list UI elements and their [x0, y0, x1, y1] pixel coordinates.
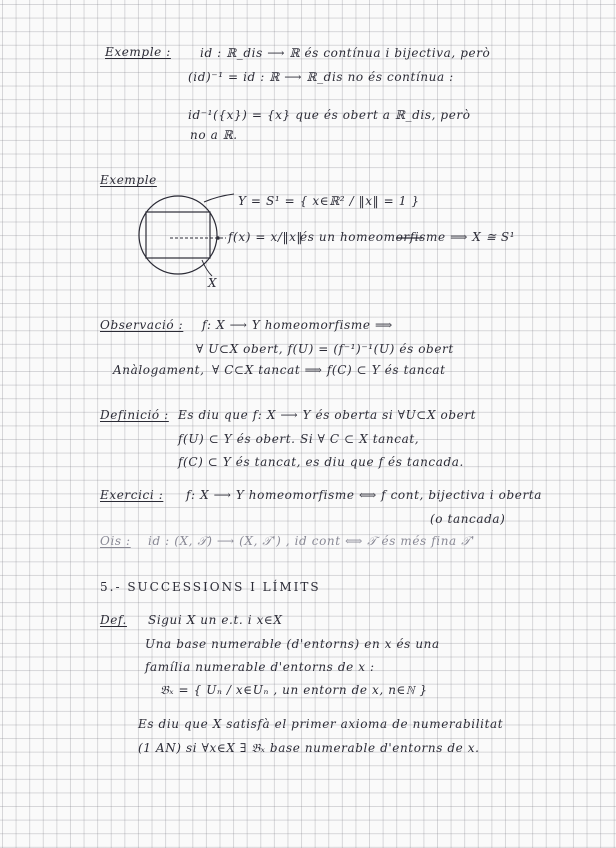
- def-line4: 𝔅ₓ = { Uₙ / x∈Uₙ , un entorn de x, n∈ℕ }: [160, 683, 428, 697]
- example2-heading: Exemple: [100, 173, 157, 187]
- example1-heading: Exemple :: [105, 45, 171, 59]
- example1-line3: id⁻¹({x}) = {x} que és obert a ℝ_dis, però: [188, 108, 471, 122]
- definicio-line1: Es diu que f: X ⟶ Y és oberta si ∀U⊂X obert: [178, 408, 477, 422]
- sphere-definition: Y = S¹ = { x∈ℝ² / ‖x‖ = 1 }: [238, 194, 420, 208]
- ois-heading: Ois :: [100, 534, 131, 548]
- exercici-line2: (o tancada): [430, 512, 506, 526]
- projected-point: [216, 236, 220, 240]
- def-line6: (1 AN) si ∀x∈X ∃ 𝔅ₓ base numerable d'entorns de x.: [138, 741, 480, 755]
- observacio-line1: f: X ⟶ Y homeomorfisme ⟹: [202, 318, 393, 332]
- section5-title: 5.- SUCCESSIONS I LÍMITS: [100, 580, 321, 594]
- def-line2: Una base numerable (d'entorns) en x és una: [145, 637, 440, 651]
- example1-line2: (id)⁻¹ = id : ℝ ⟶ ℝ_dis no és contínua :: [188, 70, 454, 84]
- x-label: X: [208, 276, 218, 290]
- homeomorphism-figure: [130, 180, 550, 290]
- example1-line4: no a ℝ.: [190, 128, 238, 142]
- homeomorphism-text: és un homeomorfisme ⟹ X ≅ S¹: [300, 230, 516, 244]
- ois-line1: id : (X, 𝒯) ⟶ (X, 𝒯') , id cont ⟺ 𝒯 és més fina 𝒯': [148, 534, 475, 548]
- def-line1: Sigui X un e.t. i x∈X: [148, 613, 283, 627]
- def-line3: família numerable d'entorns de x :: [145, 660, 375, 674]
- observacio-line3: ∀ C⊂X tancat ⟹ f(C) ⊂ Y és tancat: [212, 363, 446, 377]
- def-heading: Def.: [100, 613, 127, 627]
- exercici-line1: f: X ⟶ Y homeomorfisme ⟺ f cont, bijectiva i oberta: [186, 488, 542, 502]
- analogament-label: Anàlogament,: [113, 363, 205, 377]
- definicio-heading: Definició :: [100, 408, 169, 422]
- rectangle-shape: [146, 212, 210, 258]
- exercici-heading: Exercici :: [100, 488, 164, 502]
- x-pointer-line: [202, 260, 212, 276]
- circle-shape: [139, 196, 217, 274]
- map-label: f(x) = x/‖x‖: [228, 230, 304, 244]
- example1-line1: id : ℝ_dis ⟶ ℝ és contínua i bijectiva, però: [200, 46, 491, 60]
- definicio-line2: f(U) ⊂ Y és obert. Si ∀ C ⊂ X tancat,: [178, 432, 420, 446]
- definicio-line3: f(C) ⊂ Y és tancat, es diu que f és tancada.: [178, 455, 464, 469]
- observacio-heading: Observació :: [100, 318, 184, 332]
- observacio-line2: ∀ U⊂X obert, f(U) = (f⁻¹)⁻¹(U) és obert: [196, 342, 454, 356]
- y-pointer-line: [204, 194, 234, 202]
- def-line5: Es diu que X satisfà el primer axioma de numerabilitat: [138, 717, 504, 731]
